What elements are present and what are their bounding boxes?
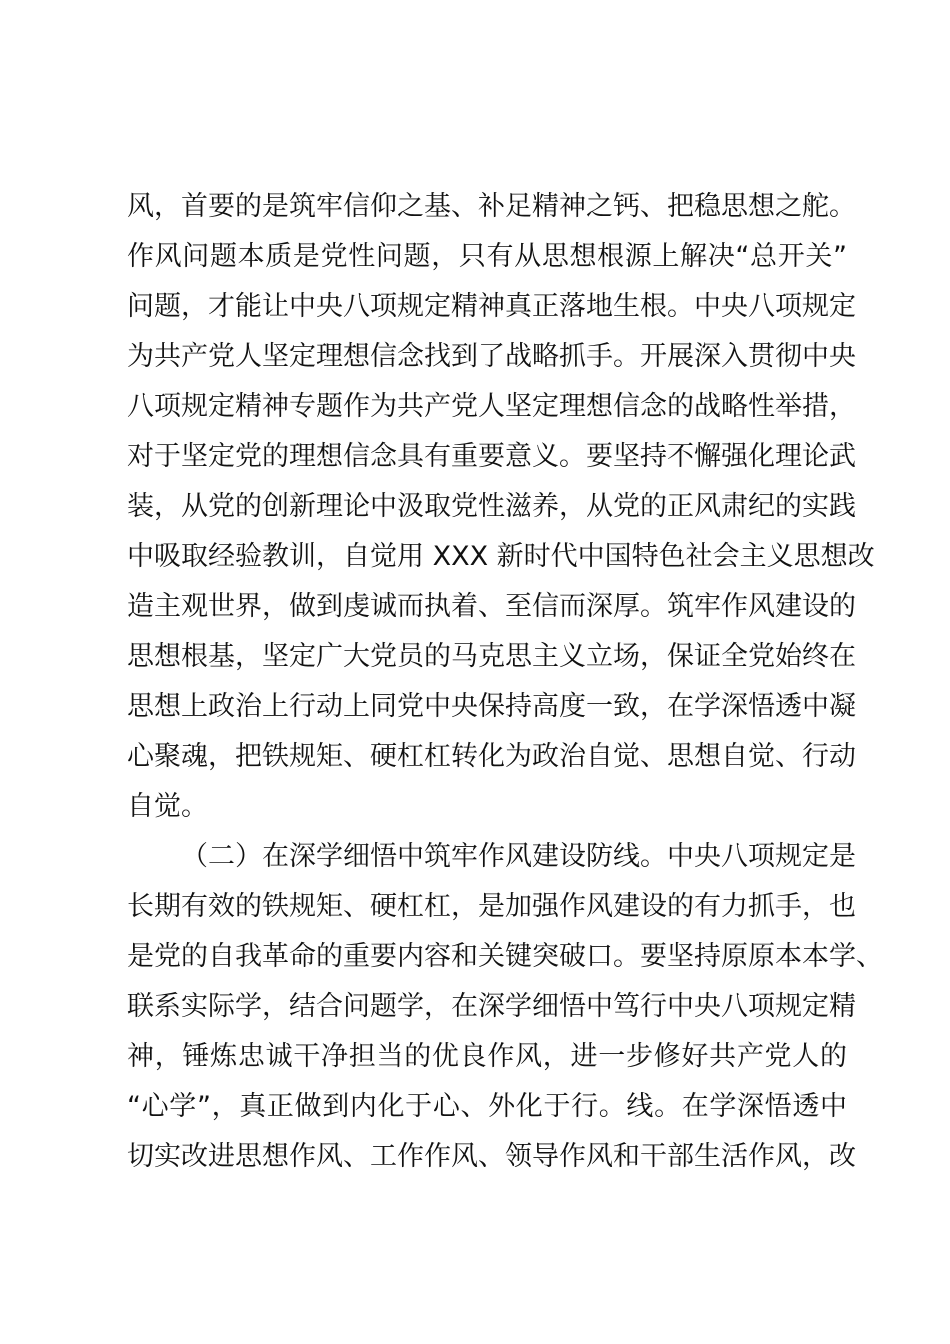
paragraph-1	[127, 182, 875, 832]
document-body	[127, 182, 883, 1182]
paragraph-line: 为共产党人坚定理想信念找到了战略抓手。开展深入贯彻中央	[127, 341, 856, 372]
paragraph-line: 风，首要的是筑牢信仰之基、补足精神之钙、把稳思想之舵。	[127, 191, 856, 222]
paragraph-line: 思想上政治上行动上同党中央保持高度一致，在学深悟透中凝	[127, 691, 856, 722]
paragraph-line: 对于坚定党的理想信念具有重要意义。要坚持不懈强化理论武	[127, 441, 856, 472]
paragraph-2	[127, 832, 883, 1182]
paragraph-line: 神，锤炼忠诚干净担当的优良作风，进一步修好共产党人的	[127, 1041, 847, 1072]
paragraph-line: 八项规定精神专题作为共产党人坚定理想信念的战略性举措，	[127, 391, 856, 422]
paragraph-line: （二）在深学细悟中筑牢作风建设防线。中央八项规定是	[181, 841, 856, 872]
paragraph-line: 装，从党的创新理论中汲取党性滋养，从党的正风肃纪的实践	[127, 491, 856, 522]
paragraph-line: 自觉。	[127, 791, 208, 822]
paragraph-line: 思想根基，坚定广大党员的马克思主义立场，保证全党始终在	[127, 641, 856, 672]
paragraph-line: “心学”，真正做到内化于心、外化于行。线。在学深悟透中	[127, 1091, 847, 1122]
paragraph-line: 造主观世界，做到虔诚而执着、至信而深厚。筑牢作风建设的	[127, 591, 856, 622]
paragraph-line: 中吸取经验教训，自觉用 XXX 新时代中国特色社会主义思想改	[127, 541, 875, 572]
paragraph-line: 切实改进思想作风、工作作风、领导作风和干部生活作风，改	[127, 1141, 856, 1172]
paragraph-line: 长期有效的铁规矩、硬杠杠，是加强作风建设的有力抓手，也	[127, 891, 856, 922]
paragraph-line: 是党的自我革命的重要内容和关键突破口。要坚持原原本本学、	[127, 941, 883, 972]
paragraph-line: 问题，才能让中央八项规定精神真正落地生根。中央八项规定	[127, 291, 856, 322]
paragraph-line: 作风问题本质是党性问题，只有从思想根源上解决“总开关”	[127, 241, 847, 272]
paragraph-line: 联系实际学，结合问题学，在深学细悟中笃行中央八项规定精	[127, 991, 856, 1022]
paragraph-line: 心聚魂，把铁规矩、硬杠杠转化为政治自觉、思想自觉、行动	[127, 741, 856, 772]
